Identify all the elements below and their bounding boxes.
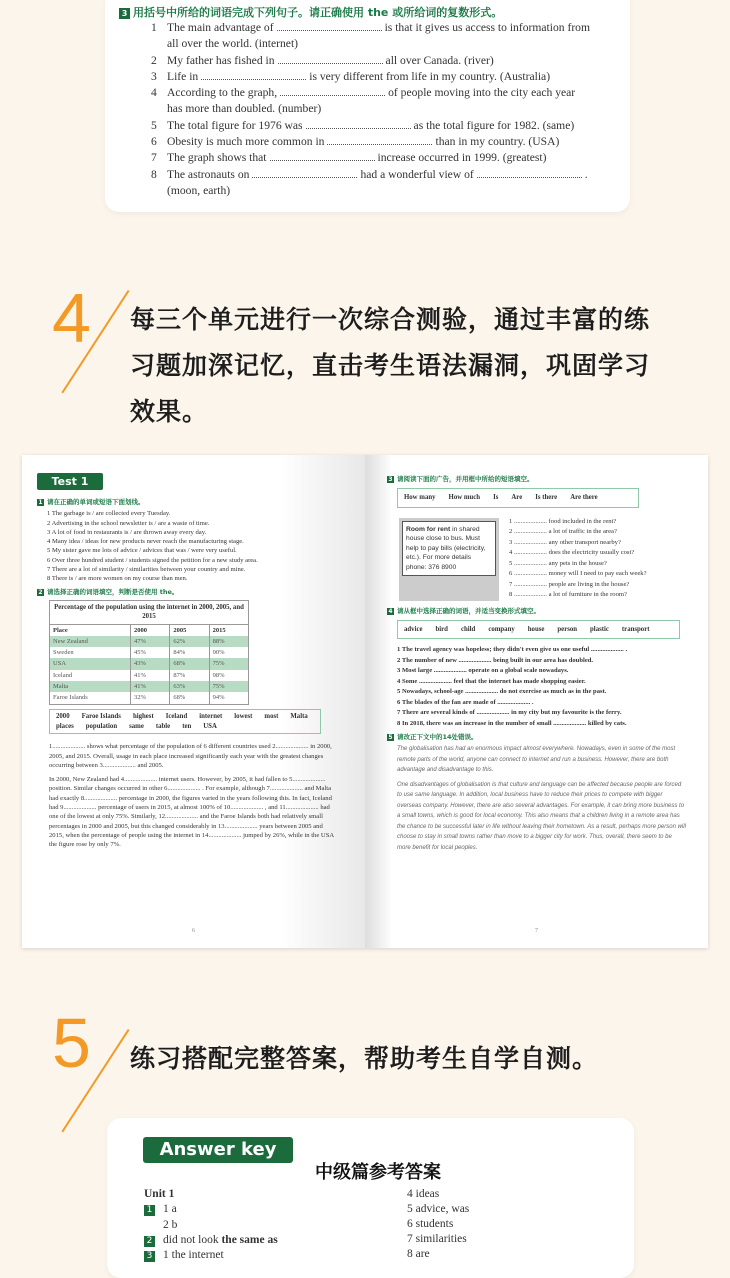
table-cell: Malta [50, 681, 131, 692]
page-number: 7 [535, 927, 538, 934]
list-item: 4 .................... does the electricity usually cost? [509, 549, 635, 557]
section-title-text: 请改正下文中的14处错误。 [397, 733, 478, 742]
list-item: 7 There are several kinds of .................... in my city but my favourite is the ferry. [397, 709, 622, 717]
section-title-text: 请从框中选择正确的词语，并适当变换形式填空。 [397, 606, 540, 615]
feature-4-number: 4 [52, 279, 91, 357]
right-page-content [387, 471, 697, 853]
word-option: lowest [234, 712, 253, 720]
item-number: 3 [151, 69, 157, 83]
answer-bold: the same as [221, 1234, 278, 1246]
table-row [50, 658, 249, 669]
table-cell: 90% [209, 647, 248, 658]
word-option: Is there [535, 494, 558, 502]
item-text-a: The main advantage of [167, 21, 274, 34]
word-option: population [85, 722, 118, 730]
table-cell: 45% [131, 647, 170, 658]
answer-key-title: 中级篇参考答案 [315, 1162, 441, 1183]
answer-text: 2 b [163, 1219, 178, 1231]
section-3-title [387, 475, 697, 484]
item-number: 4 [151, 86, 157, 100]
exercise-item [151, 134, 621, 150]
exercise-3-list [151, 20, 621, 199]
item-text-a: The astronauts on [167, 167, 250, 181]
item-text-b: of people moving into the city each year [388, 86, 576, 100]
answer-blank[interactable] [477, 177, 582, 178]
section-box: 1 [144, 1205, 155, 1216]
item-text-a: The total figure for 1976 was [167, 118, 303, 132]
word-option: house [527, 625, 545, 633]
item-text-a: Obesity is much more common in [167, 135, 325, 149]
section-number: 4 [388, 607, 393, 615]
answer-text: 1 a [163, 1203, 177, 1215]
table-cell: 43% [131, 658, 170, 669]
answer-line [144, 1217, 278, 1233]
answer-line [144, 1202, 278, 1217]
cloze-paragraph-2: In 2000, New Zealand had 4.................... internet users. However, by 2005, it had fallen to 5.................... position. Similar changes occurred in other 6.................... . For example, although 7.................... and Malta had exactly 8.................... percentage in 2000, the figures varied in the years following this. In fact, Iceland had 9.................... percentage of users in 2015, at almost 100% of 10.................... , and 11.................... had one of the lowest at only 75%. Similarly, 12.................... and the Faroe Islands both had relatively small percentages in 2000 and 2005, but this changed considerably in 13.................... years between 2005 and 2015, when the percentage of people using the internet in 14.................... jumped by 26%, while in the USA the figure rose by only 7%. [49, 776, 334, 849]
answer-text: 1 the internet [163, 1249, 224, 1261]
exercise-item [151, 69, 621, 85]
list-item: 4 Many idea / ideas for new products never reach the manufacturing stage. [47, 538, 244, 546]
section-number: 3 [388, 476, 393, 483]
word-box [397, 620, 680, 639]
answer-blank[interactable] [201, 79, 306, 80]
word-option: advice [404, 625, 423, 633]
feature-5-text: 练习搭配完整答案，帮助考生自学自测。 [130, 1044, 599, 1073]
table-row [50, 636, 249, 647]
feature-4-text [130, 297, 650, 435]
list-item: 6 students [407, 1218, 454, 1230]
table-cell: 41% [131, 670, 170, 681]
word-option: places [56, 722, 74, 730]
word-box [49, 709, 321, 735]
table-row [50, 647, 249, 658]
table-cell: 47% [131, 636, 170, 647]
section-title-text: 请在正确的单词或短语下面划线。 [47, 498, 145, 506]
table-header: Place [50, 624, 131, 636]
item-text [167, 118, 574, 134]
list-item: 5 .................... any pets in the house? [509, 559, 607, 567]
item-text-c: (moon, earth) [167, 183, 231, 197]
list-item: 2 The number of new .................... being built in our area has doubled. [397, 656, 594, 664]
item-text-c: has more than doubled. (number) [167, 102, 322, 116]
item-number: 8 [151, 167, 157, 181]
section-number: 5 [388, 734, 393, 742]
exercise-number-badge: 3 [119, 8, 130, 19]
table-row [50, 692, 249, 704]
table-cell: Iceland [50, 670, 131, 681]
answer-blank[interactable] [252, 177, 357, 178]
exercise-item [151, 20, 621, 53]
section-title-text: 请选择正确的词语填空，判断是否使用 the。 [47, 587, 179, 596]
test-badge: Test 1 [37, 473, 103, 490]
item-number: 2 [151, 53, 157, 67]
section-title-text: 请阅读下面的广告，并用框中所给的短语填空。 [397, 475, 534, 483]
table-header: 2015 [209, 624, 248, 636]
list-item: 6 Over three hundred student / students signed the petition for a new study area. [47, 556, 258, 564]
table-cell: USA [50, 658, 131, 669]
answers-right-column [407, 1187, 469, 1262]
exercise-item [151, 85, 621, 118]
exercise-instruction: 用括号中所给的词语完成下列句子。请正确使用 the 或所给词的复数形式。 [133, 6, 503, 19]
advert-note [402, 521, 496, 577]
section-number: 1 [38, 499, 43, 506]
section-5-title [387, 733, 697, 742]
answer-blank[interactable] [280, 95, 385, 96]
feature-5-number: 5 [52, 1004, 91, 1082]
word-option: transport [621, 625, 650, 633]
word-option: Is [493, 494, 499, 502]
section-3-list [509, 514, 647, 601]
word-option: ten [182, 722, 192, 730]
error-paragraph-1: The globalisation has had an enormous impact almost everywhere. Nowadays, even in some of the most remote parts of the world, anyone can connect to internet and run a business. However, there are both advantage and disadvantage to this. [397, 746, 676, 774]
word-option: Iceland [165, 712, 188, 720]
list-item: 3 Most large .................... operate on a global scale nowadays. [397, 667, 569, 675]
word-option: person [557, 625, 578, 633]
left-page [22, 455, 365, 948]
list-item: 6 The blades of the fan are made of .................... . [397, 698, 534, 706]
table-cell: 63% [170, 681, 209, 692]
answer-line [144, 1233, 278, 1248]
answers-left-column [144, 1202, 278, 1263]
list-item: 3 .................... any other transport nearby? [509, 538, 621, 546]
table-cell: 68% [170, 658, 209, 669]
exercise-item [151, 53, 621, 69]
section-4-list [387, 645, 697, 729]
section-box: 3 [144, 1251, 155, 1262]
advert-text: in shared house close to bus. Must help to pay bills (electricity, etc.). For more details phone: 376 8900 [406, 525, 486, 571]
word-option: How many [404, 494, 436, 502]
page-number: 6 [192, 927, 195, 934]
item-text [167, 53, 494, 69]
item-text-c: all over the world. (internet) [167, 37, 299, 51]
table-cell: 98% [209, 670, 248, 681]
list-item: 4 ideas [407, 1188, 440, 1200]
answer-line [144, 1248, 278, 1263]
table-cell: Faroe Islands [50, 692, 131, 704]
word-option: plastic [590, 625, 609, 633]
population-table [49, 600, 249, 705]
item-text-b: all over Canada. (river) [385, 53, 494, 67]
feature-line: 习题加深记忆，直击考生语法漏洞，巩固学习 [130, 351, 651, 380]
item-text-b: as the total figure for 1982. (same) [413, 118, 575, 132]
item-text-b: is that it gives us access to information from [384, 21, 590, 34]
word-option: Malta [290, 712, 308, 720]
word-option: same [129, 722, 144, 730]
answer-blank[interactable] [327, 144, 432, 145]
list-item: 3 A lot of food in restaurants is / are thrown away every day. [47, 528, 207, 536]
table-cell: 41% [131, 681, 170, 692]
item-number: 1 [151, 21, 157, 34]
list-item: 7 There are a lot of similarity / similarities between your country and mine. [47, 566, 246, 574]
answer-blank[interactable] [306, 128, 411, 129]
exercise-3-title [119, 4, 502, 20]
cloze-paragraph-1: 1.................... shows what percentage of the population of 6 different countries used 2.................... in 2000, 2005, and 2015. Overall, usage in each place increased significantly each year with the greatest changes occurring between 3.................... and 2005. [49, 743, 332, 769]
item-text-b: than in my country. (USA) [435, 135, 560, 149]
table-cell: 68% [170, 692, 209, 704]
left-page-content [37, 494, 342, 850]
item-text [167, 85, 575, 118]
list-item: 8 There is / are more women on my course than men. [47, 575, 188, 583]
list-item: 1 .................... food included in the rent? [509, 517, 617, 525]
table-header: 2005 [170, 624, 209, 636]
list-item: 8 .................... a lot of furniture in the room? [509, 591, 627, 599]
exercise-item [151, 150, 621, 166]
list-item: 8 are [407, 1248, 430, 1260]
answer-text: did not look [163, 1234, 222, 1246]
error-paragraph-2: One disadvantages of globalisation is that culture and language can be affected because people are forced to use same language. In addition, local business have to reduce their prices to compete with bigger overseas company. However, there are also several advantages. For example, it can bring more business to a small towns, which is good for local economy. This also means that a children living in a remote area has the chance to be successful later in life without leaving their hometown. As a result, perhaps more person will choose to stay in small towns rather than move to a bigger city for work. Thus, overall, there seem to be more benefit for local peoples. [397, 781, 686, 851]
book-spread-image [22, 455, 708, 948]
right-page [365, 455, 708, 948]
item-text [167, 150, 547, 166]
list-item: 2 .................... a lot of traffic in the area? [509, 528, 617, 536]
answer-blank[interactable] [278, 63, 383, 64]
item-text-b: increase occurred in 1999. (greatest) [377, 151, 547, 165]
item-text [167, 69, 550, 85]
word-option: table [155, 722, 171, 730]
section-number: 2 [38, 588, 43, 596]
table-cell: 62% [170, 636, 209, 647]
table-cell: 84% [170, 647, 209, 658]
word-option: internet [199, 712, 223, 720]
word-option: highest [132, 712, 154, 720]
table-title: Percentage of the population using the internet in 2000, 2005, and 2015 [50, 600, 249, 624]
item-text-b: is very different from life in my country. (Australia) [309, 69, 551, 83]
list-item: 5 My sister gave me lots of advice / advices that was / were very useful. [47, 547, 237, 555]
item-number: 7 [151, 151, 157, 165]
unit-heading: Unit 1 [144, 1188, 175, 1200]
feature-line: 效果。 [130, 397, 209, 426]
answer-blank[interactable] [277, 30, 382, 31]
word-option: bird [435, 625, 448, 633]
item-text-a: The graph shows that [167, 151, 267, 165]
section-1-title [37, 498, 342, 507]
rent-advert [399, 518, 499, 601]
word-option: company [488, 625, 515, 633]
advert-title: Room for rent [406, 525, 451, 533]
feature-line: 每三个单元进行一次综合测验，通过丰富的练 [130, 305, 651, 334]
section-4-title [387, 607, 697, 616]
item-text-a: According to the graph, [167, 86, 278, 100]
table-cell: 32% [131, 692, 170, 704]
table-row [50, 681, 249, 692]
item-text [167, 20, 590, 53]
word-option: Faroe Islands [81, 712, 121, 720]
list-item: 7 .................... people are living in the house? [509, 580, 630, 588]
word-option: USA [203, 722, 217, 730]
list-item: 8 In 2018, there was an increase in the number of small .................... killed by cats. [397, 719, 627, 727]
word-option: 2000 [56, 712, 70, 720]
list-item: 6 .................... money will I need to pay each week? [509, 570, 647, 578]
exercise-item [151, 118, 621, 134]
table-cell: 75% [209, 681, 248, 692]
section-box [144, 1217, 155, 1228]
item-number: 5 [151, 118, 157, 132]
table-row [50, 670, 249, 681]
word-option: Are there [570, 494, 598, 502]
item-text-b: had a wonderful view of [360, 167, 474, 181]
ad-and-questions [387, 514, 697, 601]
item-text-d: . [584, 167, 588, 181]
list-item: 2 Advertising in the school newsletter is / are a waste of time. [47, 519, 210, 527]
exercise-item [151, 167, 621, 200]
answer-key-card [107, 1118, 634, 1278]
word-option: How much [448, 494, 481, 502]
table-cell: 75% [209, 658, 248, 669]
section-1-list [37, 509, 342, 583]
phrase-box [397, 488, 639, 507]
list-item: 1 The travel agency was hopeless; they didn't even give us one useful .................... . [397, 646, 628, 654]
list-item: 5 Nowadays, school-age .................... do not exercise as much as in the past. [397, 688, 607, 696]
table-cell: Sweden [50, 647, 131, 658]
word-option: child [460, 625, 476, 633]
item-text [167, 134, 559, 150]
list-item: 1 The garbage is / are collected every Tuesday. [47, 510, 171, 518]
section-2-title [37, 588, 342, 597]
table-cell: 88% [209, 636, 248, 647]
item-text-a: Life in [167, 69, 199, 83]
item-text-a: My father has fished in [167, 53, 275, 67]
item-number: 6 [151, 135, 157, 149]
table-cell: 87% [170, 670, 209, 681]
list-item: 7 similarities [407, 1233, 467, 1245]
item-text [167, 167, 588, 200]
answer-key-badge: Answer key [143, 1137, 293, 1163]
word-option: Are [511, 494, 523, 502]
word-option: most [264, 712, 279, 720]
list-item: 5 advice, was [407, 1203, 470, 1215]
table-cell: New Zealand [50, 636, 131, 647]
answer-blank[interactable] [270, 160, 375, 161]
table-header: 2000 [131, 624, 170, 636]
exercise-card [105, 0, 630, 212]
list-item: 4 Some .................... feel that the internet has made shopping easier. [397, 677, 586, 685]
table-cell: 94% [209, 692, 248, 704]
section-box: 2 [144, 1236, 155, 1247]
